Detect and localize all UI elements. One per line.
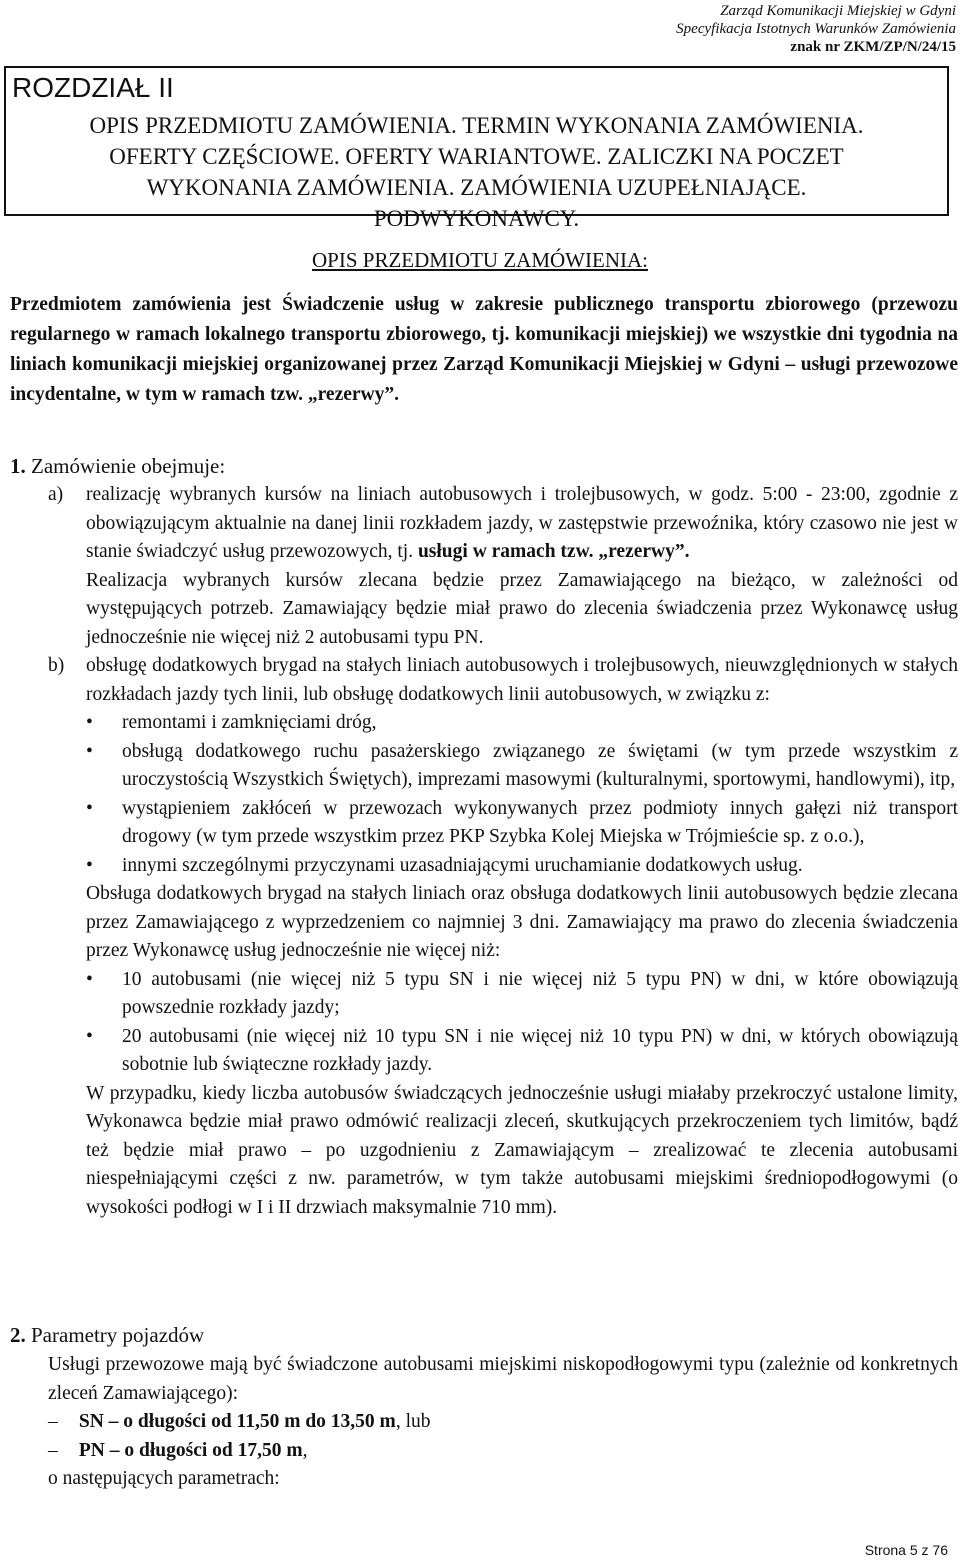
sn-row [48,1408,958,1437]
point1-title: Zamówienie obejmuje: [31,454,226,478]
dash: – [48,1439,58,1461]
header-sign: znak nr ZKM/ZP/N/24/15 [790,39,956,55]
item-a-text: realizację wybranych kursów na liniach autobusowych i trolejbusowych, w godz. 5:00 - 23:00, zgodnie z obowiązującym aktualnie na danej linii rozkładem jazdy, w zastępstwie przewoźnika, który czasowo nie jest w stanie świadczyć usług przewozowych, tj. [86,484,958,562]
chapter-number: ROZDZIAŁ II [12,72,174,103]
bullet-text: innymi szczególnymi przyczynami uzasadniającymi uruchamianie dodatkowych usług. [122,854,803,876]
bullet-icon: • [86,797,93,819]
chapter-box [4,66,949,231]
bullet-item [86,738,958,795]
item-a-text2: Realizacja wybranych kursów zlecana będzie przez Zamawiającego na bieżąco, w zależności od występujących potrzeb. Zamawiający będzie miał prawo do zlecenia świadczenia przez Wykonawcę usług jednocześnie nie więcej niż 2 autobusami typu PN. [86,569,958,648]
list-item-a [48,481,958,652]
chapter-title-line: WYKONANIA ZAMÓWIENIA. ZAMÓWIENIA UZUPEŁNIAJĄCE. [146,175,807,200]
section-title: OPIS PRZEDMIOTU ZAMÓWIENIA: [312,248,648,272]
bullet-icon: • [86,854,93,876]
bullet-item [86,852,958,881]
bullet-item [86,709,958,738]
bullet-icon: • [86,712,93,733]
sn-spec: SN – o długości od 11,50 m do 13,50 m [78,1411,396,1432]
header-doc: Specyfikacja Istotnych Warunków Zamówienia [676,21,956,37]
pn-tail: , [302,1439,308,1461]
chapter-title-line: OPIS PRZEDMIOTU ZAMÓWIENIA. TERMIN WYKONANIA ZAMÓWIENIA. [89,113,864,138]
item-a-label: a) [48,484,64,505]
chapter-title-line: PODWYKONAWCY. [373,206,580,231]
point1-list [48,481,958,1222]
point2-body [48,1351,958,1494]
item-b-label: b) [48,655,65,676]
pn-row [48,1437,958,1466]
bullet-icon: • [86,968,93,990]
point1-heading [10,454,225,479]
bullet-text: remontami i zamknięciami dróg, [122,712,377,733]
point2-text: Usługi przewozowe mają być świadczone autobusami miejskimi niskopodłogowymi typu (zależnie od konkretnych zleceń Zamawiającego): [48,1354,958,1404]
closing-paragraph: W przypadku, kiedy liczba autobusów świadczących jednocześnie usługi miałaby przekroczyć ustalone limity, Wykonawca będzie miał prawo odmówić realizacji zleceń, skutkujących przekroczeniem tych limitów, bądź też będzie miał prawo – po uzgodnieniu z Zamawiającym – zrealizować te zlecenia autobusami niespełniającymi części z nw. parametrów, w tym także autobusami miejskimi średniopodłogowymi (o wysokości podłogi w I i II drzwiach maksymalnie 710 mm). [86,1082,958,1218]
item-a-bold: usługi w ramach tzw. „rezerwy”. [417,541,690,562]
sn-tail: , lub [395,1411,431,1432]
intro-paragraph: Przedmiotem zamówienia jest Świadczenie usług w zakresie publicznego transportu zbiorowego (przewozu regularnego w ramach lokalnego transportu zbiorowego, tj. komunikacji miejskiej) we wszystkie dni tygodnia na liniach komunikacji miejskiej organizowanej przez Zarząd Komunikacji Miejskiej w Gdyni – usługi przewozowe incydentalne, w tym w ramach tzw. „rezerwy”. [10,294,958,405]
bullet-text: obsługą dodatkowego ruchu pasażerskiego związanego ze świętami (w tym przede wszystkim z uroczystością Wszystkich Świętych), imprezami masowymi (kulturalnymi, sportowymi, handlowymi), itp, [122,740,958,790]
chapter-title-line: OFERTY CZĘŚCIOWE. OFERTY WARIANTOWE. ZALICZKI NA POCZET [109,144,844,169]
bullet-item [86,795,958,852]
page-header [676,2,956,56]
point2-title: Parametry pojazdów [31,1323,205,1347]
item-b-after: Obsługa dodatkowych brygad na stałych liniach oraz obsługa dodatkowych linii autobusowych będzie zlecana przez Zamawiającego z wyprzedzeniem co najmniej 3 dni. Zamawiający ma prawo do zlecenia świadczenia przez Wykonawcę usług jednocześnie nie więcej niż: [86,883,958,961]
header-org: Zarząd Komunikacji Miejskiej w Gdyni [720,3,956,19]
pn-spec: PN – o długości od 17,50 m [78,1439,303,1461]
point1-label: 1. [10,454,26,478]
item-a-body [86,481,958,652]
item-b-text: obsługę dodatkowych brygad na stałych liniach autobusowych i trolejbusowych, nieuwzględnionych w stałych rozkładach jazdy tych linii, lub obsługę dodatkowych linii autobusowych, w związku z: [86,655,958,705]
bullet-text: wystąpieniem zakłóceń w przewozach wykonywanych przez podmioty innych gałęzi niż transport drogowy (w tym przede wszystkim przez PKP Szybka Kolej Miejska w Trójmieście sp. z o.o.), [122,797,958,847]
dash: – [48,1411,58,1432]
chapter-title [6,110,947,234]
bullet-icon: • [86,740,93,762]
point2-end: o następujących parametrach: [48,1468,280,1489]
limit-item [86,966,958,1023]
limit-item [86,1023,958,1080]
limit-text: 10 autobusami (nie więcej niż 5 typu SN i nie więcej niż 5 typu PN) w dni, w które obowiązują powszednie rozkłady jazdy; [122,968,958,1018]
item-b-body [86,652,958,1222]
list-item-b [48,652,958,1222]
bullet-icon: • [86,1025,93,1047]
limit-text: 20 autobusami (nie więcej niż 10 typu SN i nie więcej niż 10 typu PN) w dni, w których obowiązują sobotnie lub świąteczne rozkłady jazdy. [122,1025,958,1075]
point2-label: 2. [10,1323,26,1347]
point2-heading [10,1323,204,1348]
page-number: Strona 5 z 76 [864,1542,948,1558]
